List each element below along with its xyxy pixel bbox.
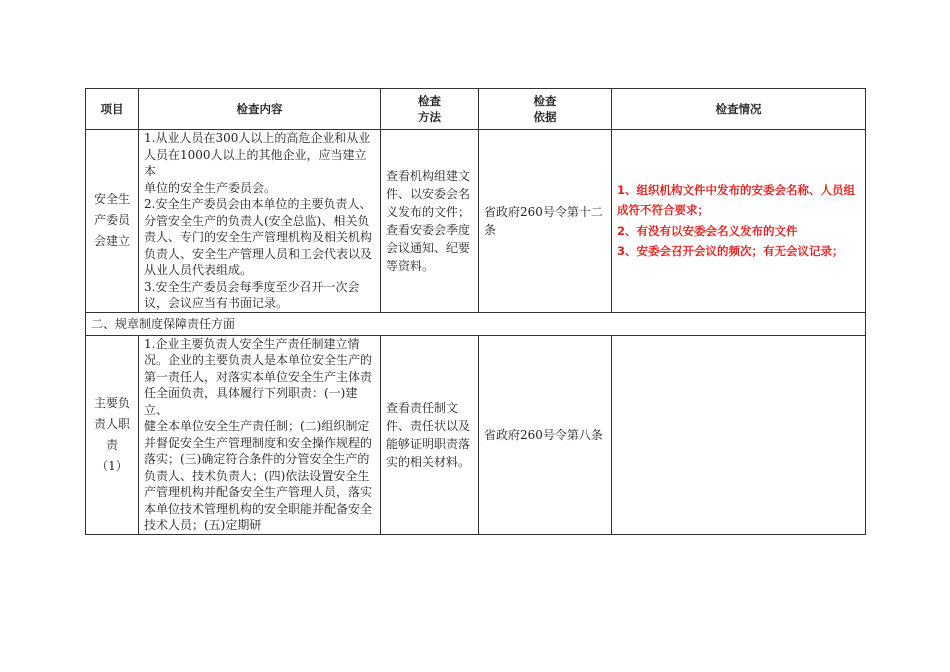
row-method: 查看机构组建文 件、以安委会名 义发布的文件； 查看安委会季度 会议通知、纪要 等资料。	[381, 130, 479, 313]
row-item: 安全生 产委员 会建立	[86, 130, 139, 313]
row-situation: 1、组织机构文件中发布的安委会名称、人员组 成符不符合要求； 2、有没有以安委会名义发布的文件 3、安委会召开会议的频次；有无会议记录；	[612, 130, 866, 313]
section-title: 二、规章制度保障责任方面	[86, 312, 866, 335]
header-situation: 检查情况	[612, 89, 866, 130]
row-situation	[612, 335, 866, 534]
header-basis: 检查 依据	[479, 89, 612, 130]
header-content: 检查内容	[139, 89, 381, 130]
section-row	[86, 312, 866, 335]
row-content: 1.企业主要负责人安全生产责任制建立情 况。企业的主要负责人是本单位安全生产的 第一责任人，对落实本单位安全生产主体责 任全面负责，具体履行下列职责：(一)建立、 健全本单位安全生产责任制；(二)组织制定 并督促安全生产管理制度和安全操作规程的 落实；(三)确定符合条件的分管安全生产的 负责人、技术负责人；(四)依法设置安全生 产管理机构并配备安全生产管理人员，落实 本单位技术管理机构的安全职能并配备安全 技术人员；(五)定期研	[139, 335, 381, 534]
table-row	[86, 335, 866, 534]
inspection-table	[85, 88, 866, 535]
row-basis: 省政府260号令第十二 条	[479, 130, 612, 313]
header-item: 项目	[86, 89, 139, 130]
row-item: 主要负 责人职 责 （1）	[86, 335, 139, 534]
row-content: 1.从业人员在300人以上的高危企业和从业 人员在1000人以上的其他企业，应当建立本 单位的安全生产委员会。 2.安全生产委员会由本单位的主要负责人、 分管安全生产的负责人(安全总监)、相关负 责人、专门的安全生产管理机构及相关机构 负责人、安全生产管理人员和工会代表以及 从业人员代表组成。 3.安全生产委员会每季度至少召开一次会 议，会议应当有书面记录。	[139, 130, 381, 313]
header-row	[86, 89, 866, 130]
table-row	[86, 130, 866, 313]
header-method: 检查 方法	[381, 89, 479, 130]
row-method: 查看责任制文 件、责任状以及 能够证明职责落 实的相关材料。	[381, 335, 479, 534]
row-basis: 省政府260号令第八条	[479, 335, 612, 534]
